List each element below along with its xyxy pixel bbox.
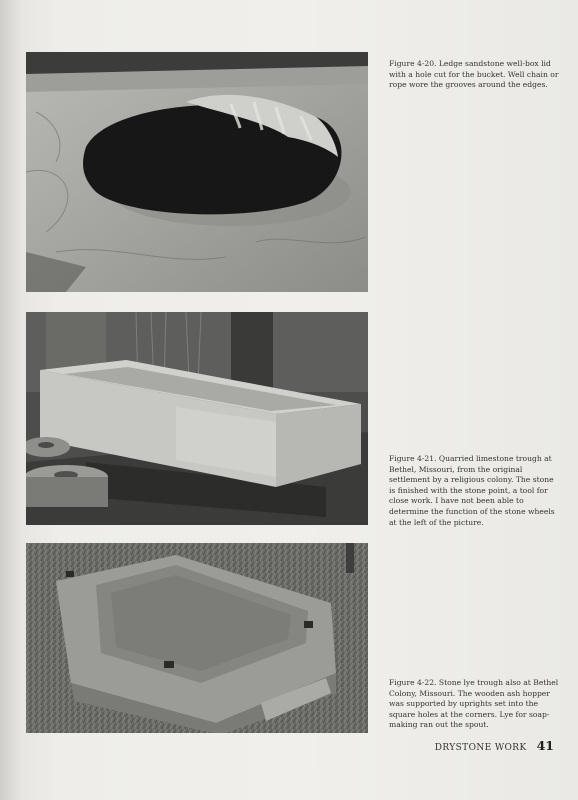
page-number: 41 (536, 738, 554, 753)
running-head: DRYSTONE WORK (434, 743, 527, 753)
page-footer (435, 738, 554, 753)
photo-limestone-trough (26, 312, 368, 525)
figure-4-21-caption: Figure 4-21. Quarried limestone trough at Bethel, Missouri, from the original settlement by a religious colony. The stone is finished with the stone point, a tool for close work. I have not been able to determine the function of the stone wheels at the left of the picture. (389, 454, 555, 527)
photo-well-box-lid (26, 52, 368, 292)
figure-4-22-caption: Figure 4-22. Stone lye trough also at Bethel Colony, Missouri. The wooden ash hopper was supported by uprights set into the square holes at the corners. Lye for soap-making ran out the spout. (389, 678, 559, 730)
figure-4-20-caption: Figure 4-20. Ledge sandstone well-box lid with a hole cut for the bucket. Well chain or rope wore the grooves around the edges. (389, 59, 559, 90)
photo-lye-trough (26, 543, 368, 733)
